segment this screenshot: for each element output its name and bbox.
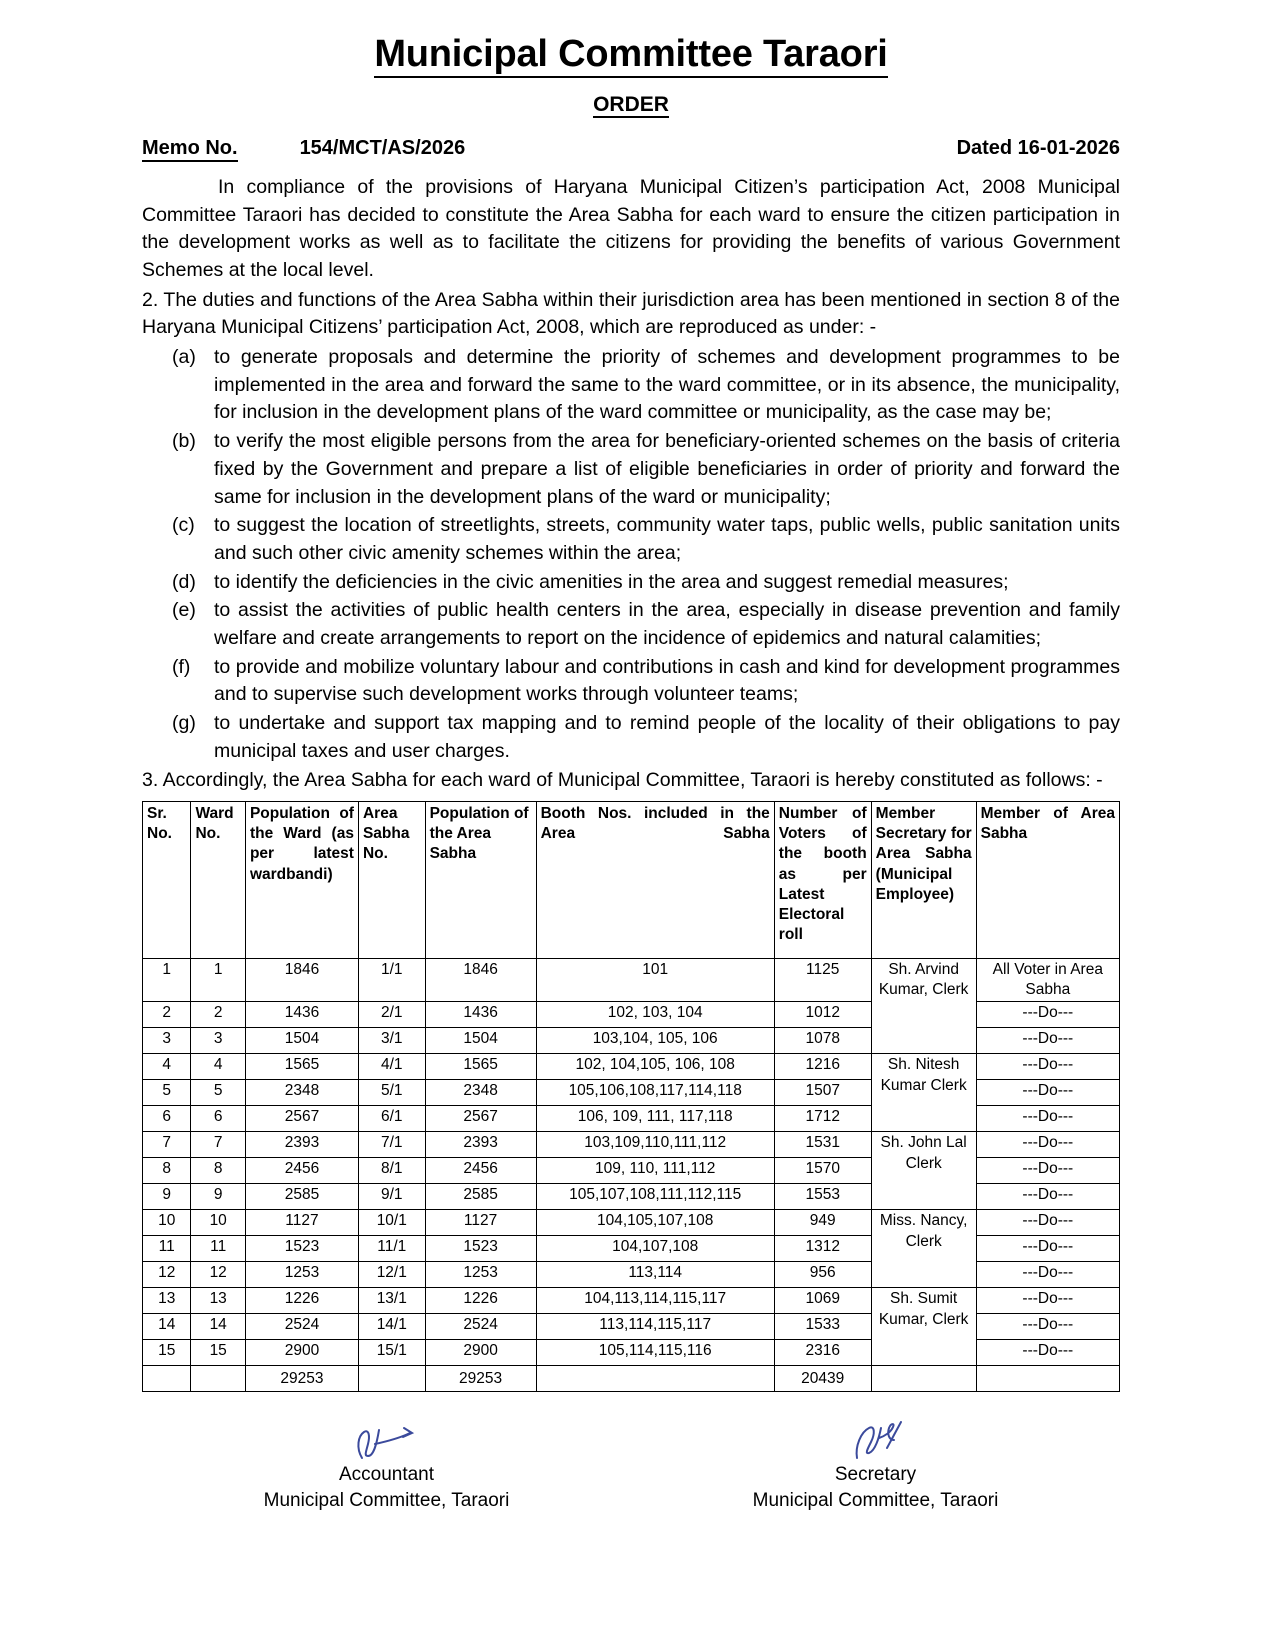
cell-population-ward: 1226 — [245, 1288, 358, 1314]
document-content — [142, 34, 1120, 1514]
th-ward-no: Ward No. — [191, 802, 246, 959]
cell-ward-no: 5 — [191, 1080, 246, 1106]
cell-booth-nos: 113,114,115,117 — [536, 1314, 774, 1340]
table-row — [143, 1288, 1120, 1314]
cell-member-secretary: Miss. Nancy, Clerk — [871, 1210, 976, 1288]
cell-member-area-sabha: All Voter in Area Sabha — [976, 959, 1119, 1002]
cell-member-area-sabha: ---Do--- — [976, 1184, 1119, 1210]
cell-ward-no: 11 — [191, 1236, 246, 1262]
cell-ward-no: 1 — [191, 959, 246, 1002]
cell-booth-nos: 113,114 — [536, 1262, 774, 1288]
cell-sr-no: 1 — [143, 959, 191, 1002]
cell-population-ward: 2900 — [245, 1340, 358, 1366]
th-area-sabha-no: Area Sabha No. — [358, 802, 425, 959]
cell-number-of-voters: 1712 — [774, 1106, 871, 1132]
cell-booth-nos: 103,104, 105, 106 — [536, 1028, 774, 1054]
th-number-of-voters: Number of Voters of the booth as per Latest Electoral roll — [774, 802, 871, 959]
cell-booth-nos: 105,114,115,116 — [536, 1340, 774, 1366]
cell-number-of-voters: 956 — [774, 1262, 871, 1288]
clause-text: to suggest the location of streetlights, streets, community water taps, public wells, public sanitation units and such other civic amenity schemes within the area; — [214, 514, 1120, 564]
signature-mark-icon — [631, 1414, 1120, 1460]
cell-member-secretary: Sh. Arvind Kumar, Clerk — [871, 959, 976, 1054]
cell-total-sr — [143, 1366, 191, 1392]
cell-sr-no: 7 — [143, 1132, 191, 1158]
cell-area-sabha-no: 5/1 — [358, 1080, 425, 1106]
cell-booth-nos: 101 — [536, 959, 774, 1002]
cell-member-area-sabha: ---Do--- — [976, 1080, 1119, 1106]
memo-number: 154/MCT/AS/2026 — [299, 136, 466, 159]
clause-text: to assist the activities of public health centers in the area, especially in disease prevention and family welfare and create arrangements to report on the incidence of epidemics and natural calamities; — [214, 599, 1120, 649]
clause-list — [142, 344, 1120, 765]
cell-member-secretary: Sh. Sumit Kumar, Clerk — [871, 1288, 976, 1366]
cell-area-sabha-no: 15/1 — [358, 1340, 425, 1366]
signature-accountant — [142, 1414, 631, 1513]
clause-text: to undertake and support tax mapping and to remind people of the locality of their obligations to pay municipal taxes and user charges. — [214, 712, 1120, 762]
cell-population-ward: 2585 — [245, 1184, 358, 1210]
cell-booth-nos: 109, 110, 111,112 — [536, 1158, 774, 1184]
area-sabha-table — [142, 801, 1120, 1392]
cell-member-area-sabha: ---Do--- — [976, 1262, 1119, 1288]
cell-ward-no: 9 — [191, 1184, 246, 1210]
cell-sr-no: 15 — [143, 1340, 191, 1366]
cell-total-member-area-sabha — [976, 1366, 1119, 1392]
cell-number-of-voters: 1125 — [774, 959, 871, 1002]
th-member-area-sabha: Member of Area Sabha — [976, 802, 1119, 959]
clause-marker: (g) — [172, 712, 196, 735]
cell-area-sabha-no: 10/1 — [358, 1210, 425, 1236]
paragraph-1: In compliance of the provisions of Haryana Municipal Citizen’s participation Act, 2008 Municipal Committee Taraori has decided to constitute the Area Sabha for each ward to ensure the citizen participation in the development works as well as to facilitate the citizens for providing the benefits of various Government Schemes at the local level. — [142, 175, 1120, 282]
paragraph-3: 3. Accordingly, the Area Sabha for each ward of Municipal Committee, Taraori is hereby constituted as follows: - — [142, 769, 1103, 792]
cell-member-area-sabha: ---Do--- — [976, 1054, 1119, 1080]
memo-row — [142, 137, 1120, 162]
cell-area-sabha-no: 3/1 — [358, 1028, 425, 1054]
th-member-secretary: Member Secretary for Area Sabha (Municipal Employee) — [871, 802, 976, 959]
cell-area-sabha-no: 1/1 — [358, 959, 425, 1002]
cell-population-ward: 1127 — [245, 1210, 358, 1236]
cell-booth-nos: 104,105,107,108 — [536, 1210, 774, 1236]
clause-item-b — [142, 428, 1120, 511]
table-row — [143, 1132, 1120, 1158]
cell-population-area-sabha: 1436 — [425, 1002, 536, 1028]
cell-total-area-sabha-no — [358, 1366, 425, 1392]
cell-population-area-sabha: 1253 — [425, 1262, 536, 1288]
cell-sr-no: 11 — [143, 1236, 191, 1262]
cell-number-of-voters: 1553 — [774, 1184, 871, 1210]
clause-marker: (b) — [172, 430, 196, 453]
cell-number-of-voters: 1507 — [774, 1080, 871, 1106]
cell-ward-no: 3 — [191, 1028, 246, 1054]
cell-population-area-sabha: 1565 — [425, 1054, 536, 1080]
cell-population-ward: 2524 — [245, 1314, 358, 1340]
clause-item-g — [142, 710, 1120, 765]
cell-member-area-sabha: ---Do--- — [976, 1288, 1119, 1314]
cell-sr-no: 9 — [143, 1184, 191, 1210]
cell-number-of-voters: 1012 — [774, 1002, 871, 1028]
document-subtitle — [142, 92, 1120, 117]
cell-sr-no: 12 — [143, 1262, 191, 1288]
cell-population-area-sabha: 2900 — [425, 1340, 536, 1366]
clause-item-d — [142, 569, 1120, 597]
cell-ward-no: 15 — [191, 1340, 246, 1366]
cell-population-ward: 1504 — [245, 1028, 358, 1054]
th-booth-nos: Booth Nos. included in the Area Sabha — [536, 802, 774, 959]
clause-text: to generate proposals and determine the priority of schemes and development programmes to be implemented in the area and forward the same to the ward committee, or in its absence, the municipality, for inclusion in the development plans of the ward committee or municipality, as the case may be; — [214, 346, 1120, 424]
cell-member-area-sabha: ---Do--- — [976, 1340, 1119, 1366]
cell-ward-no: 7 — [191, 1132, 246, 1158]
cell-number-of-voters: 949 — [774, 1210, 871, 1236]
table-total-row — [143, 1366, 1120, 1392]
clause-text: to identify the deficiencies in the civic amenities in the area and suggest remedial measures; — [214, 570, 1009, 593]
clause-item-c — [142, 512, 1120, 567]
cell-number-of-voters: 1531 — [774, 1132, 871, 1158]
cell-area-sabha-no: 12/1 — [358, 1262, 425, 1288]
cell-total-voters: 20439 — [774, 1366, 871, 1392]
cell-population-area-sabha: 1504 — [425, 1028, 536, 1054]
cell-area-sabha-no: 7/1 — [358, 1132, 425, 1158]
clause-marker: (c) — [172, 514, 195, 537]
cell-member-area-sabha: ---Do--- — [976, 1210, 1119, 1236]
cell-ward-no: 4 — [191, 1054, 246, 1080]
memo-label: Memo No. — [142, 137, 238, 162]
cell-booth-nos: 104,107,108 — [536, 1236, 774, 1262]
cell-total-booth — [536, 1366, 774, 1392]
signature-mark-icon — [142, 1414, 631, 1460]
cell-population-area-sabha: 1846 — [425, 959, 536, 1002]
cell-number-of-voters: 1078 — [774, 1028, 871, 1054]
cell-ward-no: 8 — [191, 1158, 246, 1184]
clause-marker: (e) — [172, 599, 196, 622]
cell-population-ward: 2348 — [245, 1080, 358, 1106]
cell-population-area-sabha: 2567 — [425, 1106, 536, 1132]
clause-text: to provide and mobilize voluntary labour and contributions in cash and kind for development programmes and to supervise such development works through volunteer teams; — [214, 655, 1120, 706]
cell-member-secretary: Sh. John Lal Clerk — [871, 1132, 976, 1210]
cell-member-area-sabha: ---Do--- — [976, 1002, 1119, 1028]
cell-population-area-sabha: 1127 — [425, 1210, 536, 1236]
cell-population-area-sabha: 2585 — [425, 1184, 536, 1210]
signature-secretary — [631, 1414, 1120, 1513]
cell-member-area-sabha: ---Do--- — [976, 1314, 1119, 1340]
cell-member-area-sabha: ---Do--- — [976, 1132, 1119, 1158]
clause-marker: (f) — [172, 655, 191, 678]
cell-member-area-sabha: ---Do--- — [976, 1158, 1119, 1184]
cell-number-of-voters: 1216 — [774, 1054, 871, 1080]
cell-ward-no: 6 — [191, 1106, 246, 1132]
signature-area — [142, 1414, 1120, 1513]
clause-item-a — [142, 344, 1120, 427]
cell-population-ward: 1253 — [245, 1262, 358, 1288]
cell-sr-no: 8 — [143, 1158, 191, 1184]
document-subtitle-text: ORDER — [593, 92, 669, 116]
cell-sr-no: 3 — [143, 1028, 191, 1054]
clause-item-e — [142, 597, 1120, 652]
cell-booth-nos: 105,107,108,111,112,115 — [536, 1184, 774, 1210]
table-body — [143, 959, 1120, 1392]
cell-member-area-sabha: ---Do--- — [976, 1236, 1119, 1262]
clause-marker: (a) — [172, 346, 196, 369]
cell-population-area-sabha: 1523 — [425, 1236, 536, 1262]
cell-total-member-secretary — [871, 1366, 976, 1392]
cell-area-sabha-no: 14/1 — [358, 1314, 425, 1340]
cell-total-population-area-sabha: 29253 — [425, 1366, 536, 1392]
cell-sr-no: 6 — [143, 1106, 191, 1132]
cell-ward-no: 2 — [191, 1002, 246, 1028]
signature-role: Secretary — [834, 1464, 917, 1486]
paragraph-2: 2. The duties and functions of the Area Sabha within their jurisdiction area has been mentioned in section 8 of the Haryana Municipal Citizens’ participation Act, 2008, which are reproduced as under: - — [142, 288, 1120, 339]
cell-population-ward: 2393 — [245, 1132, 358, 1158]
signature-office: Municipal Committee, Taraori — [263, 1490, 510, 1512]
cell-number-of-voters: 1533 — [774, 1314, 871, 1340]
cell-ward-no: 12 — [191, 1262, 246, 1288]
cell-booth-nos: 102, 103, 104 — [536, 1002, 774, 1028]
cell-area-sabha-no: 11/1 — [358, 1236, 425, 1262]
cell-number-of-voters: 2316 — [774, 1340, 871, 1366]
cell-ward-no: 10 — [191, 1210, 246, 1236]
cell-booth-nos: 104,113,114,115,117 — [536, 1288, 774, 1314]
table-header-row — [143, 802, 1120, 959]
th-population-ward: Population of the Ward (as per latest wardbandi) — [245, 802, 358, 959]
cell-number-of-voters: 1312 — [774, 1236, 871, 1262]
table-row — [143, 1210, 1120, 1236]
clause-text: to verify the most eligible persons from the area for beneficiary-oriented schemes on the basis of criteria fixed by the Government and prepare a list of eligible beneficiaries in order of priority and forward the same for inclusion in the development plans of the ward or municipality; — [214, 430, 1120, 508]
cell-area-sabha-no: 9/1 — [358, 1184, 425, 1210]
cell-number-of-voters: 1570 — [774, 1158, 871, 1184]
cell-area-sabha-no: 6/1 — [358, 1106, 425, 1132]
cell-member-area-sabha: ---Do--- — [976, 1106, 1119, 1132]
cell-sr-no: 14 — [143, 1314, 191, 1340]
cell-member-area-sabha: ---Do--- — [976, 1028, 1119, 1054]
cell-population-area-sabha: 2524 — [425, 1314, 536, 1340]
cell-ward-no: 14 — [191, 1314, 246, 1340]
clause-marker: (d) — [172, 570, 196, 593]
memo-date: Dated 16-01-2026 — [956, 136, 1120, 159]
cell-population-ward: 2456 — [245, 1158, 358, 1184]
cell-sr-no: 10 — [143, 1210, 191, 1236]
table-row — [143, 1054, 1120, 1080]
cell-area-sabha-no: 4/1 — [358, 1054, 425, 1080]
table-row — [143, 959, 1120, 1002]
cell-sr-no: 4 — [143, 1054, 191, 1080]
cell-booth-nos: 106, 109, 111, 117,118 — [536, 1106, 774, 1132]
cell-population-area-sabha: 1226 — [425, 1288, 536, 1314]
signature-office: Municipal Committee, Taraori — [752, 1490, 999, 1512]
cell-booth-nos: 105,106,108,117,114,118 — [536, 1080, 774, 1106]
cell-population-ward: 1846 — [245, 959, 358, 1002]
cell-population-ward: 1436 — [245, 1002, 358, 1028]
clause-item-f — [142, 654, 1120, 709]
cell-member-secretary: Sh. Nitesh Kumar Clerk — [871, 1054, 976, 1132]
cell-sr-no: 13 — [143, 1288, 191, 1314]
cell-total-population-ward: 29253 — [245, 1366, 358, 1392]
signature-role: Accountant — [338, 1464, 435, 1486]
cell-population-ward: 1523 — [245, 1236, 358, 1262]
cell-population-area-sabha: 2393 — [425, 1132, 536, 1158]
cell-ward-no: 13 — [191, 1288, 246, 1314]
cell-area-sabha-no: 8/1 — [358, 1158, 425, 1184]
cell-booth-nos: 102, 104,105, 106, 108 — [536, 1054, 774, 1080]
cell-population-area-sabha: 2456 — [425, 1158, 536, 1184]
cell-sr-no: 5 — [143, 1080, 191, 1106]
th-sr-no: Sr. No. — [143, 802, 191, 959]
page-title-text: Municipal Committee Taraori — [374, 33, 887, 78]
cell-number-of-voters: 1069 — [774, 1288, 871, 1314]
cell-population-ward: 2567 — [245, 1106, 358, 1132]
cell-sr-no: 2 — [143, 1002, 191, 1028]
cell-total-ward — [191, 1366, 246, 1392]
cell-booth-nos: 103,109,110,111,112 — [536, 1132, 774, 1158]
page-title — [142, 34, 1120, 76]
cell-population-area-sabha: 2348 — [425, 1080, 536, 1106]
cell-population-ward: 1565 — [245, 1054, 358, 1080]
cell-area-sabha-no: 2/1 — [358, 1002, 425, 1028]
cell-area-sabha-no: 13/1 — [358, 1288, 425, 1314]
th-population-area-sabha: Population of the Area Sabha — [425, 802, 536, 959]
